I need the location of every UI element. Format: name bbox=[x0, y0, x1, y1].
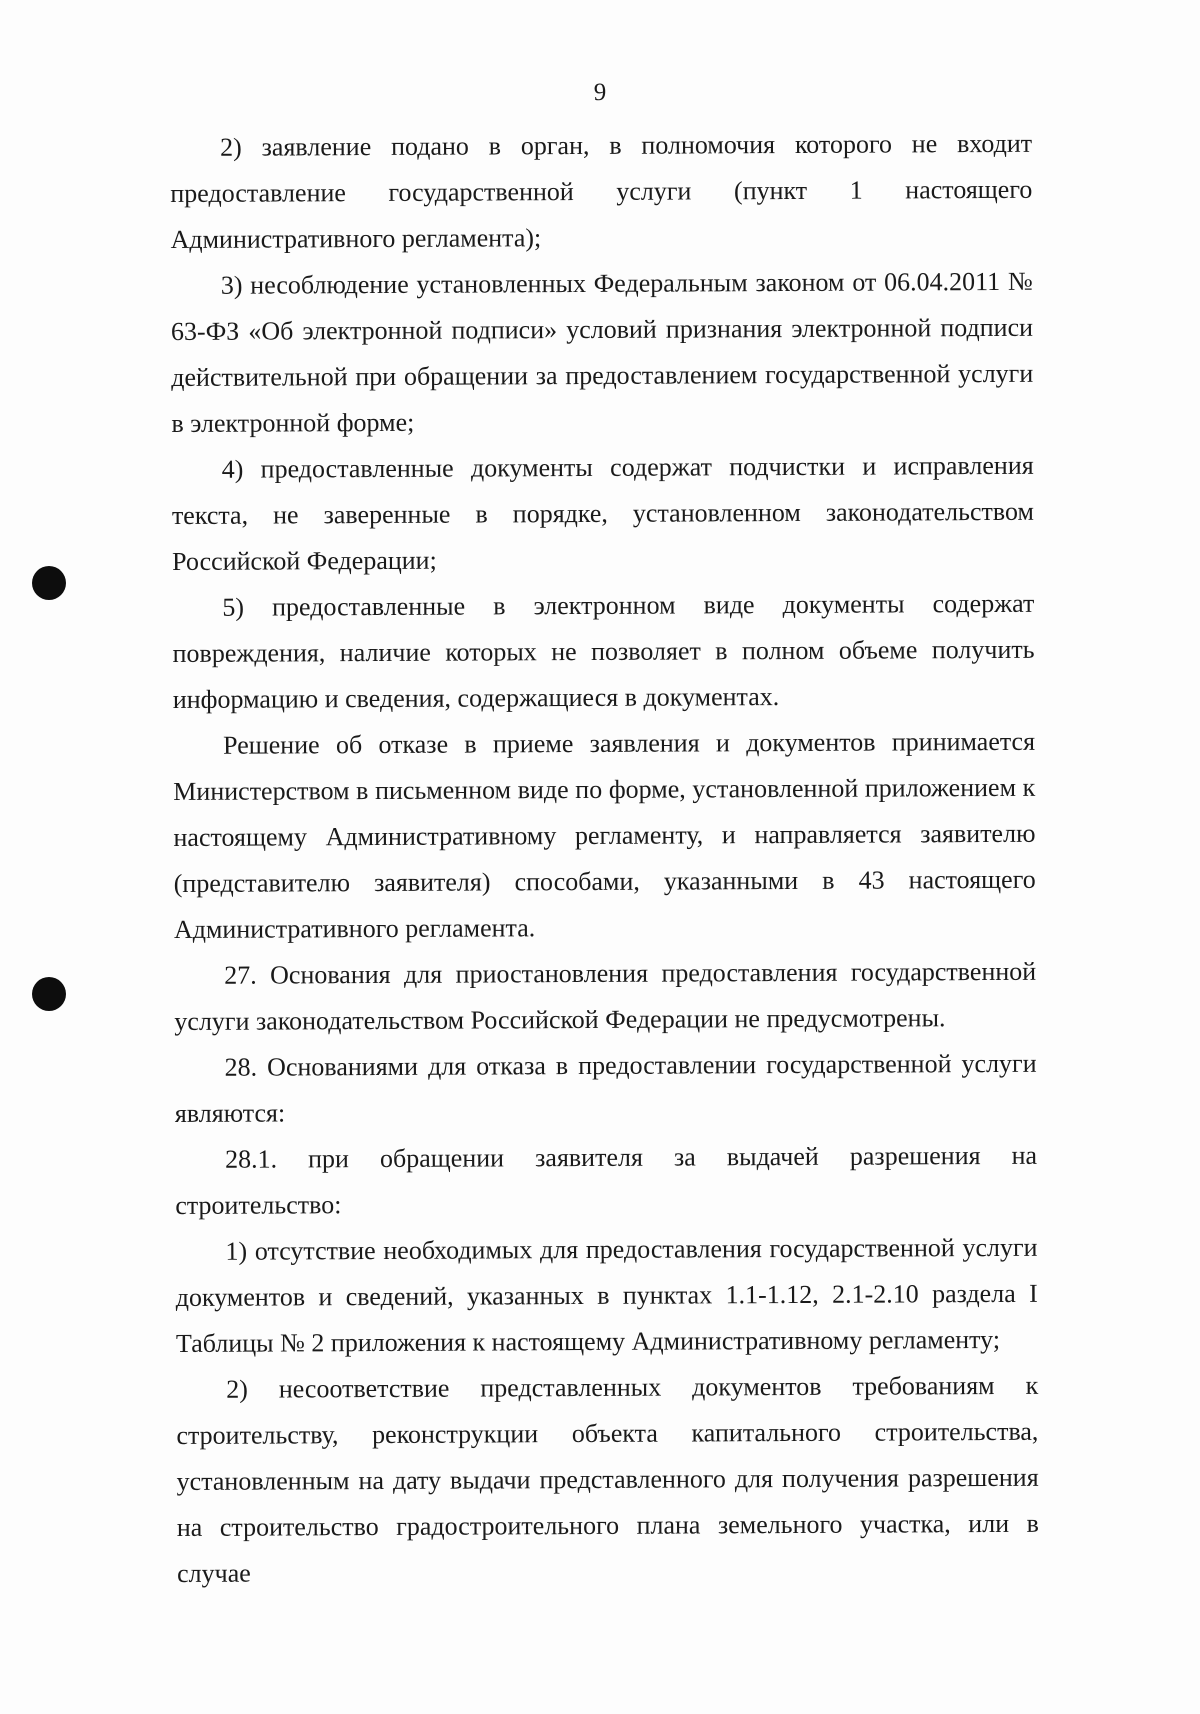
paragraph-28: 28. Основаниями для отказа в предоставлении государственной услуги являются: bbox=[174, 1048, 1037, 1128]
document-body bbox=[170, 121, 1039, 1597]
paragraph-28-1-item-1: 1) отсутствие необходимых для предоставления государственной услуги документов и сведений, указанных в пунктах 1.1-1.12, 2.1-2.10 раздела I Таблицы № 2 приложения к настоящему Административному регламенту; bbox=[175, 1232, 1038, 1358]
paragraph-item-5: 5) предоставленные в электронном виде документы содержат повреждения, наличие которых не позволяет в полном объеме получить информацию и сведения, содержащиеся в документах. bbox=[172, 588, 1035, 714]
paragraph-28-1: 28.1. при обращении заявителя за выдачей разрешения на строительство: bbox=[175, 1140, 1038, 1220]
paragraph-item-2: 2) заявление подано в орган, в полномочия которого не входит предоставление государственной услуги (пункт 1 настоящего Административного регламента); bbox=[170, 128, 1033, 254]
paragraph-28-1-item-2: 2) несоответствие представленных документов требованиям к строительству, реконструкции объекта капитального строительства, установленным на дату выдачи представленного для получения разрешения на строительство градостроительного плана земельного участка, или в случае bbox=[176, 1370, 1039, 1588]
paragraph-item-3: 3) несоблюдение установленных Федеральным законом от 06.04.2011 № 63-ФЗ «Об электронной подписи» условий признания электронной подписи действительной при обращении за предоставлением государственной услуги в электронной форме; bbox=[170, 266, 1034, 438]
punch-hole-bottom bbox=[32, 977, 66, 1011]
paragraph-item-4: 4) предоставленные документы содержат подчистки и исправления текста, не заверенные в порядке, установленном законодательством Российской Федерации; bbox=[171, 450, 1034, 576]
paragraph-refusal-decision: Решение об отказе в приеме заявления и документов принимается Министерством в письменном виде по форме, установленной приложением к настоящему Административному регламенту, и направляется заявителю (представителю заявителя) способами, указанными в 43 настоящего Административного регламента. bbox=[173, 726, 1036, 944]
punch-hole-top bbox=[32, 566, 66, 600]
page-number: 9 bbox=[593, 79, 607, 106]
paragraph-27: 27. Основания для приостановления предоставления государственной услуги законодательством Российской Федерации не предусмотрены. bbox=[174, 956, 1037, 1036]
